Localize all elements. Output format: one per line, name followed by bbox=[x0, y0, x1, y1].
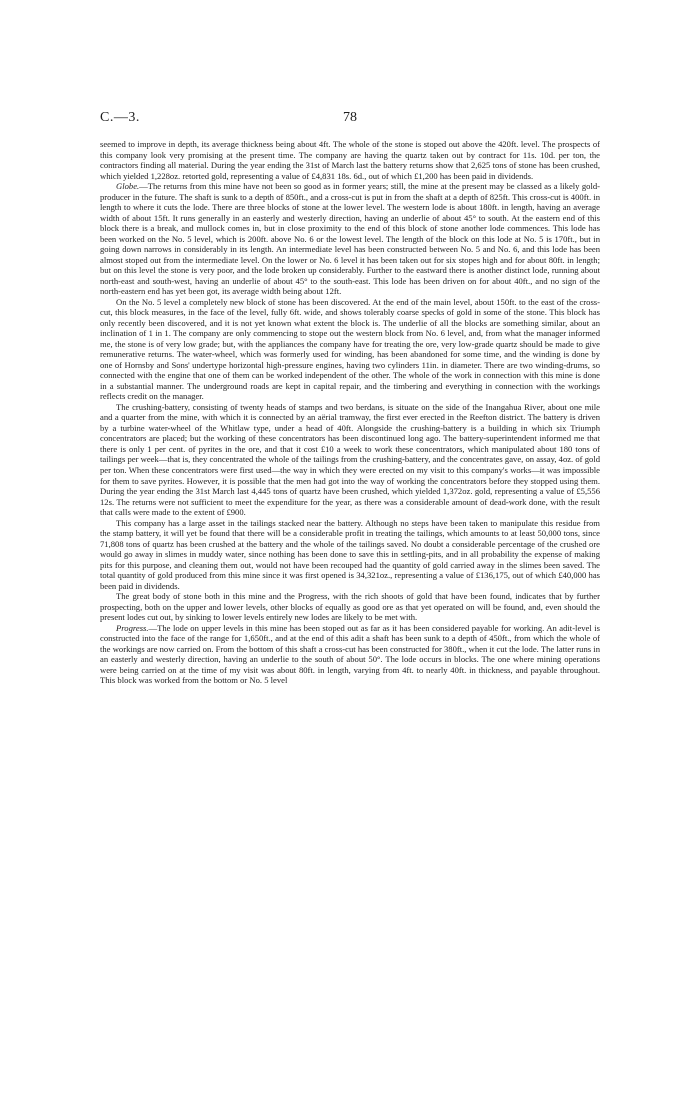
page-header bbox=[100, 110, 600, 130]
paragraph: On the No. 5 level a completely new block of stone has been discovered. At the end of the main level, about 150ft. to the east of the cross-cut, this block measures, in the face of the level, fully 6ft. wide, and shows tolerably coarse specks of gold in some of the stone. This block has only recently been discovered, and it is not yet known what extent the block is. The underlie of all the blocks are something similar, about an inclination of 1 in 1. The company are only commencing to stope out the western block from No. 6 level, and, from what the manager informed me, the stone is of very low grade; but, with the appliances the company have for treating the ore, very low-grade quartz should be made to give remunerative returns. The water-wheel, which was formerly used for winding, has been abandoned for some time, and the winding is done by one of Hornsby and Sons' undertype horizontal high-pressure engines, having two cylinders 11in. in diameter. There are two winding-drums, so connected with the engine that one of them can be worked independent of the other. The whole of the work in connection with this mine is done in a substantial manner. The underground roads are kept in capital repair, and the timbering and everything in connection with the workings reflects credit on the manager. bbox=[100, 296, 600, 402]
body-text bbox=[100, 139, 600, 686]
section-lead-progress: Progress. bbox=[116, 622, 149, 633]
paragraph: This company has a large asset in the tailings stacked near the battery. Although no steps have been taken to manipulate this residue from the stamp battery, it will yet be found that there will be a considerable profit in treating the tailings, which amounts to at least 50,000 tons, since 71,808 tons of quartz has been crushed at the battery and the whole of the tailings saved. No doubt a considerable percentage of the crushed ore would go away in slimes in muddy water, since nothing has been done to save this in settling-pits, and in all probability the expense of making pits for this purpose, and cleaning them out, would not have been recouped had the quantity of gold carried away in the slimes been saved. The total quantity of gold produced from this mine since it was first opened is 34,321oz., representing a value of £136,175, out of which £40,000 has been paid in dividends. bbox=[100, 517, 600, 591]
paragraph-globe: Globe.—The returns from this mine have not been so good as in former years; still, the mine at the present may be classed as a likely gold-producer in the future. The shaft is sunk to a depth of 850ft., and a cross-cut is put in from the shaft at a depth of 825ft. This cross-cut is 400ft. in length to where it cuts the lode. There are three blocks of stone at the lower level. The western lode is about 180ft. in length, having an average width of about 15ft. It runs generally in an easterly and westerly direction, having an underlie of about 45° to south. At the eastern end of this block there is a break, and mullock comes in, but in close proximity to the end of this block of stone another lode commences. This lode has been worked on the No. 5 level, which is 200ft. above No. 6 or the lowest level. The length of the block on this lode at No. 5 is 170ft., but in going down narrows in considerably in its length. An intermediate level has been constructed between No. 5 and No. 6, and this lode has been almost stoped out from the intermediate level. On the lower or No. 6 level it has been taken out for six stopes high and for about 80ft. in length; but on this level the stone is very poor, and the lode broken up considerably. Further to the eastward there is another distinct lode, running about north-east and south-west, having an underlie of about 45° to the south-east. This lode has been driven on for about 40ft., and no sign of the north-eastern end has yet been got, its average width being about 12ft. bbox=[100, 181, 600, 297]
section-lead-globe: Globe. bbox=[116, 181, 140, 192]
paragraph: The great body of stone both in this mine and the Progress, with the rich shoots of gold that have been found, indicates that by further prospecting, both on the upper and lower levels, other blocks of equally as good ore as that yet operated on will be found, and, even should the present lodes cut out, by sinking to lower levels entirely new lodes are likely to be met with. bbox=[100, 591, 600, 623]
document-reference: C.—3. bbox=[100, 110, 140, 125]
paragraph-progress: Progress.—The lode on upper levels in this mine has been stoped out as far as it has been considered payable for working. An adit-level is constructed into the face of the range for 1,650ft., and at the end of this adit a shaft has been sunk to a depth of 450ft., from which the whole of the workings are now carried on. From the bottom of this shaft a cross-cut has been constructed for 380ft., when it cut the lode. The latter runs in an easterly and westerly direction, having an underlie to the south of about 50°. The lode occurs in blocks. The one where mining operations were being carried on at the time of my visit was about 80ft. in length, varying from 4ft. to nearly 40ft. in thickness, and payable throughout. This block was worked from the bottom or No. 5 level bbox=[100, 622, 600, 686]
page-number: 78 bbox=[343, 110, 357, 125]
paragraph: seemed to improve in depth, its average thickness being about 4ft. The whole of the stone is stoped out above the 420ft. level. The prospects of this company look very promising at the present time. The company are having the quartz taken out by contract for 11s. 10d. per ton, the contractors finding all material. During the year ending the 31st of March last the battery returns show that 2,625 tons of stone has been crushed, which yielded 1,228oz. retorted gold, representing a value of £4,831 18s. 6d., out of which £1,200 has been paid in dividends. bbox=[100, 139, 600, 181]
paragraph: The crushing-battery, consisting of twenty heads of stamps and two berdans, is situate on the side of the Inangahua River, about one mile and a quarter from the mine, with which it is connected by an aërial tramway, the first ever erected in the Reefton district. The battery is driven by a turbine water-wheel of the Whitlaw type, under a head of 40ft. Alongside the crushing-battery is a building in which six Triumph concentrators are placed; but the working of these concentrators has been discontinued long ago. The battery-superintendent informed me that there is only 1 per cent. of pyrites in the ore, and that it cost £10 a week to work these concentrators, which manipulated about 180 tons of tailings per week—that is, they concentrated the whole of the tailings from the crushing-battery, and the concentrates gave, on assay, 4oz. of gold per ton. When these concentrators were first used—the way in which they were erected on my visit to this company's works—it was impossible for them to save pyrites. However, it is possible that the men had got into the way of working the concentrators before they stopped using them. During the year ending the 31st March last 4,445 tons of quartz have been crushed, which yielded 1,372oz. gold, representing a value of £5,556 12s. The returns were not sufficient to meet the expenditure for the year, as there was a considerable amount of dead-work done, with the result that calls were made to the extent of £900. bbox=[100, 401, 600, 518]
